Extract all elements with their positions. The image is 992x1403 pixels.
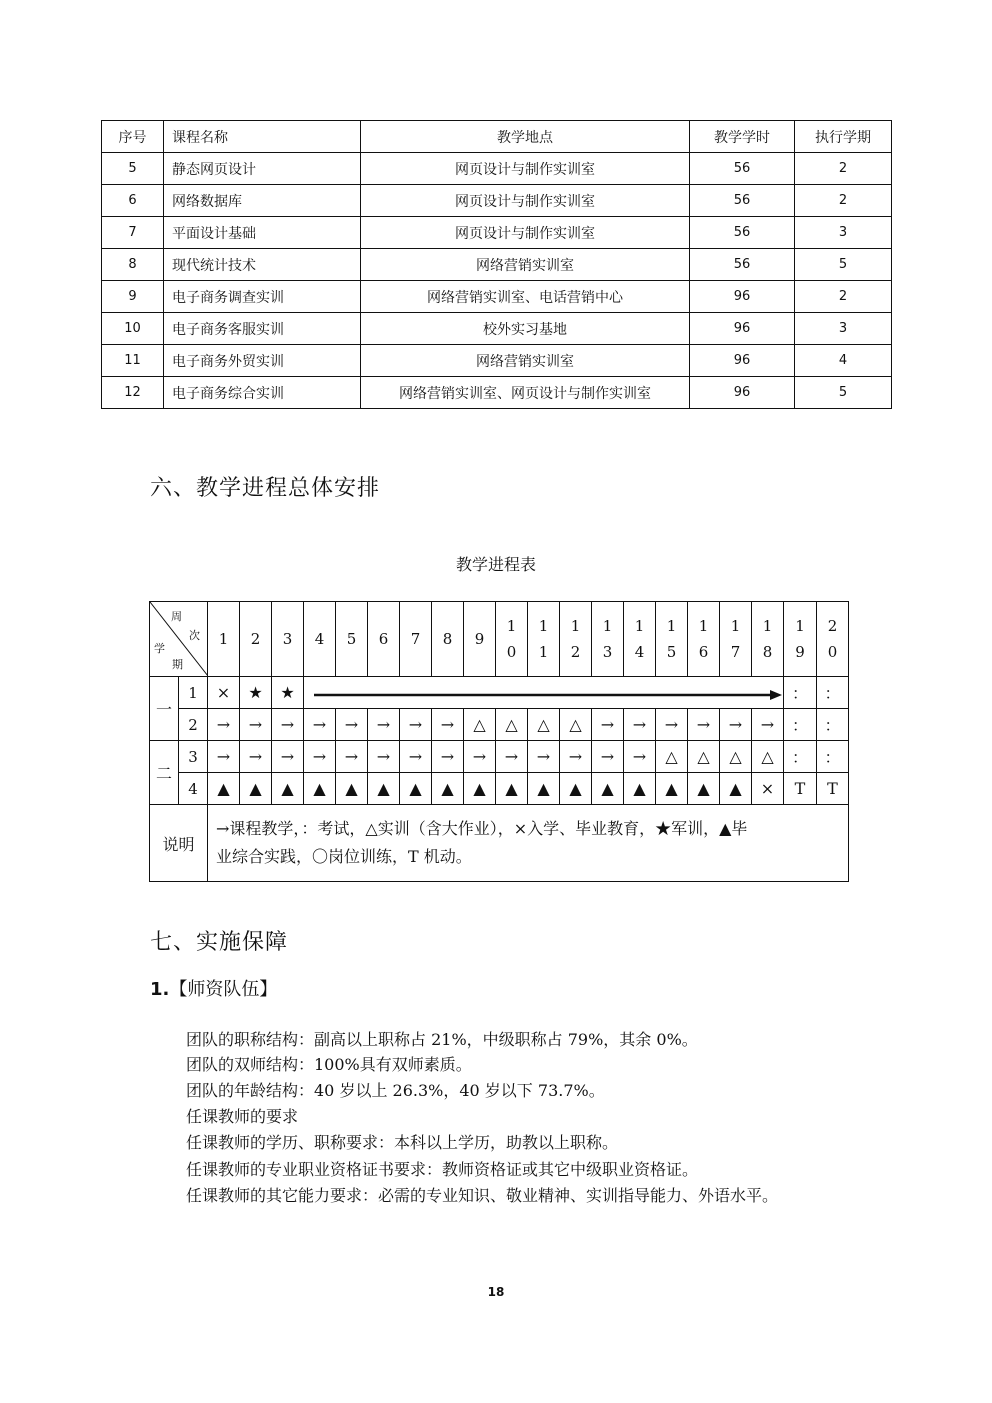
schedule-cell: △	[560, 709, 592, 741]
table-cell: 网页设计与制作实训室	[361, 153, 690, 185]
table-cell: 平面设计基础	[164, 217, 361, 249]
table-cell: 56	[690, 249, 795, 281]
schedule-cell: →	[400, 741, 432, 773]
subsection-heading	[150, 975, 277, 1001]
table-row	[102, 345, 892, 377]
legend-line: →课程教学，：考试，△实训（含大作业），×入学、毕业教育，★军训，▲毕	[216, 819, 748, 838]
week-header	[656, 602, 688, 677]
table-cell: 电子商务外贸实训	[164, 345, 361, 377]
week-header	[720, 602, 752, 677]
week-digit: 4	[634, 643, 645, 661]
semester-row	[150, 677, 849, 709]
table-cell: 电子商务调查实训	[164, 281, 361, 313]
week-digit: 1	[538, 643, 549, 661]
schedule-cell: →	[208, 741, 240, 773]
schedule-cell: →	[624, 741, 656, 773]
week-header: 6	[368, 602, 400, 677]
schedule-cell: →	[720, 709, 752, 741]
schedule-cell: ▲	[400, 773, 432, 805]
table-cell: 8	[102, 249, 164, 281]
table-cell: 2	[795, 281, 892, 313]
week-header	[688, 602, 720, 677]
schedule-cell: →	[592, 741, 624, 773]
week-digit: 1	[538, 617, 549, 635]
schedule-cell: △	[528, 709, 560, 741]
table-cell: 校外实习基地	[361, 313, 690, 345]
schedule-cell: ★	[272, 677, 304, 709]
week-digit: 6	[698, 643, 709, 661]
table-row	[102, 313, 892, 345]
table-row	[102, 281, 892, 313]
semester-row	[150, 773, 849, 805]
semester-number: 1	[179, 677, 208, 709]
semester-number: 2	[179, 709, 208, 741]
course-table	[101, 120, 892, 409]
week-header-row	[150, 602, 849, 677]
week-digit: 2	[827, 617, 838, 635]
paragraph-line: 团队的职称结构：副高以上职称占 21%，中级职称占 79%，其余 0%。	[186, 1030, 698, 1049]
column-header: 教学学时	[690, 121, 795, 153]
week-digit: 1	[506, 617, 517, 635]
semester-number: 4	[179, 773, 208, 805]
year-label: 一	[150, 677, 179, 741]
table-cell: 网页设计与制作实训室	[361, 217, 690, 249]
week-header	[624, 602, 656, 677]
table-cell: 96	[690, 345, 795, 377]
schedule-cell: →	[496, 741, 528, 773]
table-cell: 静态网页设计	[164, 153, 361, 185]
table-cell: 网络营销实训室	[361, 249, 690, 281]
table-cell: 5	[795, 377, 892, 409]
legend-row	[150, 805, 849, 882]
schedule-cell: ▲	[240, 773, 272, 805]
schedule-cell: ▲	[624, 773, 656, 805]
schedule-cell: →	[368, 741, 400, 773]
semester-row	[150, 741, 849, 773]
week-digit: 1	[795, 617, 805, 635]
schedule-cell: △	[464, 709, 496, 741]
table-cell: 4	[795, 345, 892, 377]
table-row	[102, 153, 892, 185]
column-header: 序号	[102, 121, 164, 153]
week-digit: 2	[570, 643, 581, 661]
week-digit: 1	[602, 617, 613, 635]
week-header: 4	[304, 602, 336, 677]
schedule-cell: ▲	[528, 773, 560, 805]
corner-label: 次	[189, 629, 200, 642]
schedule-cell: →	[528, 741, 560, 773]
week-header: 9	[464, 602, 496, 677]
long-arrow	[304, 677, 783, 708]
schedule-cell: ▲	[688, 773, 720, 805]
paragraph-line: 团队的年龄结构：40 岁以上 26.3%，40 岁以下 73.7%。	[186, 1081, 605, 1100]
table-cell: 9	[102, 281, 164, 313]
schedule-cell: →	[336, 741, 368, 773]
week-header	[560, 602, 592, 677]
week-digit: 3	[602, 643, 613, 661]
schedule-cell: ▲	[592, 773, 624, 805]
schedule-cell: ▲	[560, 773, 592, 805]
table-cell: 7	[102, 217, 164, 249]
table-cell: 网页设计与制作实训室	[361, 185, 690, 217]
schedule-cell: →	[592, 709, 624, 741]
schedule-cell: →	[432, 741, 464, 773]
table-cell: 网络数据库	[164, 185, 361, 217]
schedule-cell: ×	[752, 773, 784, 805]
schedule-cell: →	[240, 741, 272, 773]
schedule-cell: ▲	[432, 773, 464, 805]
table-cell: 96	[690, 281, 795, 313]
table-cell: 2	[795, 185, 892, 217]
week-digit: 5	[666, 643, 677, 661]
schedule-cell: ：	[784, 741, 817, 773]
schedule-cell: T	[817, 773, 849, 805]
schedule-cell: →	[272, 709, 304, 741]
schedule-cell: →	[304, 741, 336, 773]
schedule-cell: ：	[784, 677, 817, 709]
paragraph-line: 任课教师的学历、职称要求：本科以上学历，助教以上职称。	[186, 1133, 619, 1152]
table-cell: 56	[690, 185, 795, 217]
table-cell: 96	[690, 377, 795, 409]
year-label: 二	[150, 741, 179, 805]
table-cell: 现代统计技术	[164, 249, 361, 281]
week-header	[496, 602, 528, 677]
schedule-cell: →	[656, 709, 688, 741]
table-cell: 11	[102, 345, 164, 377]
schedule-cell: →	[688, 709, 720, 741]
week-header	[752, 602, 784, 677]
table-cell: 56	[690, 217, 795, 249]
table-cell: 96	[690, 313, 795, 345]
schedule-cell: →	[400, 709, 432, 741]
week-header: 3	[272, 602, 304, 677]
corner-label: 学	[154, 642, 165, 655]
arrow-head	[770, 690, 782, 700]
schedule-cell: →	[464, 741, 496, 773]
schedule-cell: ×	[208, 677, 240, 709]
column-header: 执行学期	[795, 121, 892, 153]
schedule-cell: →	[752, 709, 784, 741]
week-header	[784, 602, 817, 677]
table-cell: 3	[795, 217, 892, 249]
subsection-title: 【师资队伍】	[169, 979, 278, 1000]
page-number: 18	[487, 1285, 505, 1299]
schedule-cell: ：	[784, 709, 817, 741]
week-header: 8	[432, 602, 464, 677]
table-row	[102, 185, 892, 217]
schedule-cell: T	[784, 773, 817, 805]
arrow-span-cell	[304, 677, 784, 709]
week-header	[528, 602, 560, 677]
schedule-cell: →	[208, 709, 240, 741]
table-cell: 电子商务客服实训	[164, 313, 361, 345]
table-cell: 网络营销实训室	[361, 345, 690, 377]
schedule-cell: ▲	[496, 773, 528, 805]
week-digit: 1	[666, 617, 677, 635]
table-cell: 3	[795, 313, 892, 345]
week-digit: 1	[634, 617, 645, 635]
week-header	[817, 602, 849, 677]
schedule-cell: ▲	[336, 773, 368, 805]
week-header: 1	[208, 602, 240, 677]
section-6-heading: 六、教学进程总体安排	[150, 476, 381, 501]
schedule-cell: △	[496, 709, 528, 741]
schedule-cell: ★	[240, 677, 272, 709]
schedule-cell: ：	[817, 677, 849, 709]
legend-text	[208, 805, 849, 882]
schedule-cell: ▲	[720, 773, 752, 805]
schedule-cell: ▲	[368, 773, 400, 805]
paragraph-line: 任课教师的其它能力要求：必需的专业知识、敬业精神、实训指导能力、外语水平。	[186, 1186, 779, 1205]
table-cell: 56	[690, 153, 795, 185]
schedule-cell: △	[752, 741, 784, 773]
table-cell: 2	[795, 153, 892, 185]
schedule-cell: ：	[817, 741, 849, 773]
corner-label: 期	[172, 658, 183, 671]
table-row	[102, 217, 892, 249]
week-header	[592, 602, 624, 677]
schedule-cell: →	[368, 709, 400, 741]
schedule-cell: ▲	[272, 773, 304, 805]
schedule-cell: →	[624, 709, 656, 741]
paragraph-line: 团队的双师结构：100%具有双师素质。	[186, 1055, 472, 1074]
table-cell: 网络营销实训室、电话营销中心	[361, 281, 690, 313]
corner-label: 周	[171, 610, 182, 623]
week-digit: 1	[698, 617, 709, 635]
legend-label: 说明	[150, 805, 208, 882]
week-digit: 8	[762, 643, 773, 661]
schedule-cell: △	[656, 741, 688, 773]
legend-line: 业综合实践，〇岗位训练，T 机动。	[216, 847, 472, 866]
schedule-cell: →	[560, 741, 592, 773]
schedule-cell: →	[272, 741, 304, 773]
table-cell: 电子商务综合实训	[164, 377, 361, 409]
week-digit: 1	[570, 617, 581, 635]
table-cell: 10	[102, 313, 164, 345]
schedule-cell: ▲	[208, 773, 240, 805]
week-digit: 0	[506, 643, 517, 661]
table-header-row	[102, 121, 892, 153]
table-row	[102, 377, 892, 409]
week-digit: 7	[730, 643, 741, 661]
table-cell: 6	[102, 185, 164, 217]
section-7-heading: 七、实施保障	[150, 930, 289, 955]
schedule-cell: →	[240, 709, 272, 741]
table-row	[102, 249, 892, 281]
week-digit: 1	[730, 617, 741, 635]
schedule-cell: →	[336, 709, 368, 741]
schedule-cell: →	[304, 709, 336, 741]
paragraph-line: 任课教师的专业职业资格证书要求：教师资格证或其它中级职业资格证。	[186, 1160, 699, 1179]
week-header: 7	[400, 602, 432, 677]
schedule-cell: ▲	[304, 773, 336, 805]
schedule-caption: 教学进程表	[455, 555, 536, 574]
week-header: 5	[336, 602, 368, 677]
column-header: 课程名称	[164, 121, 361, 153]
schedule-table	[149, 601, 849, 882]
table-cell: 网络营销实训室、网页设计与制作实训室	[361, 377, 690, 409]
schedule-cell: △	[720, 741, 752, 773]
subsection-number: 1.	[150, 979, 170, 1000]
table-cell: 5	[795, 249, 892, 281]
semester-row	[150, 709, 849, 741]
column-header: 教学地点	[361, 121, 690, 153]
table-cell: 5	[102, 153, 164, 185]
table-cell: 12	[102, 377, 164, 409]
week-digit: 9	[795, 643, 805, 661]
schedule-cell: →	[432, 709, 464, 741]
semester-number: 3	[179, 741, 208, 773]
schedule-cell: △	[688, 741, 720, 773]
schedule-cell: ▲	[656, 773, 688, 805]
schedule-cell: ：	[817, 709, 849, 741]
schedule-cell: ▲	[464, 773, 496, 805]
week-header: 2	[240, 602, 272, 677]
corner-cell	[150, 602, 208, 677]
paragraph-line: 任课教师的要求	[186, 1107, 299, 1126]
week-digit: 1	[762, 617, 773, 635]
week-digit: 0	[827, 643, 838, 661]
